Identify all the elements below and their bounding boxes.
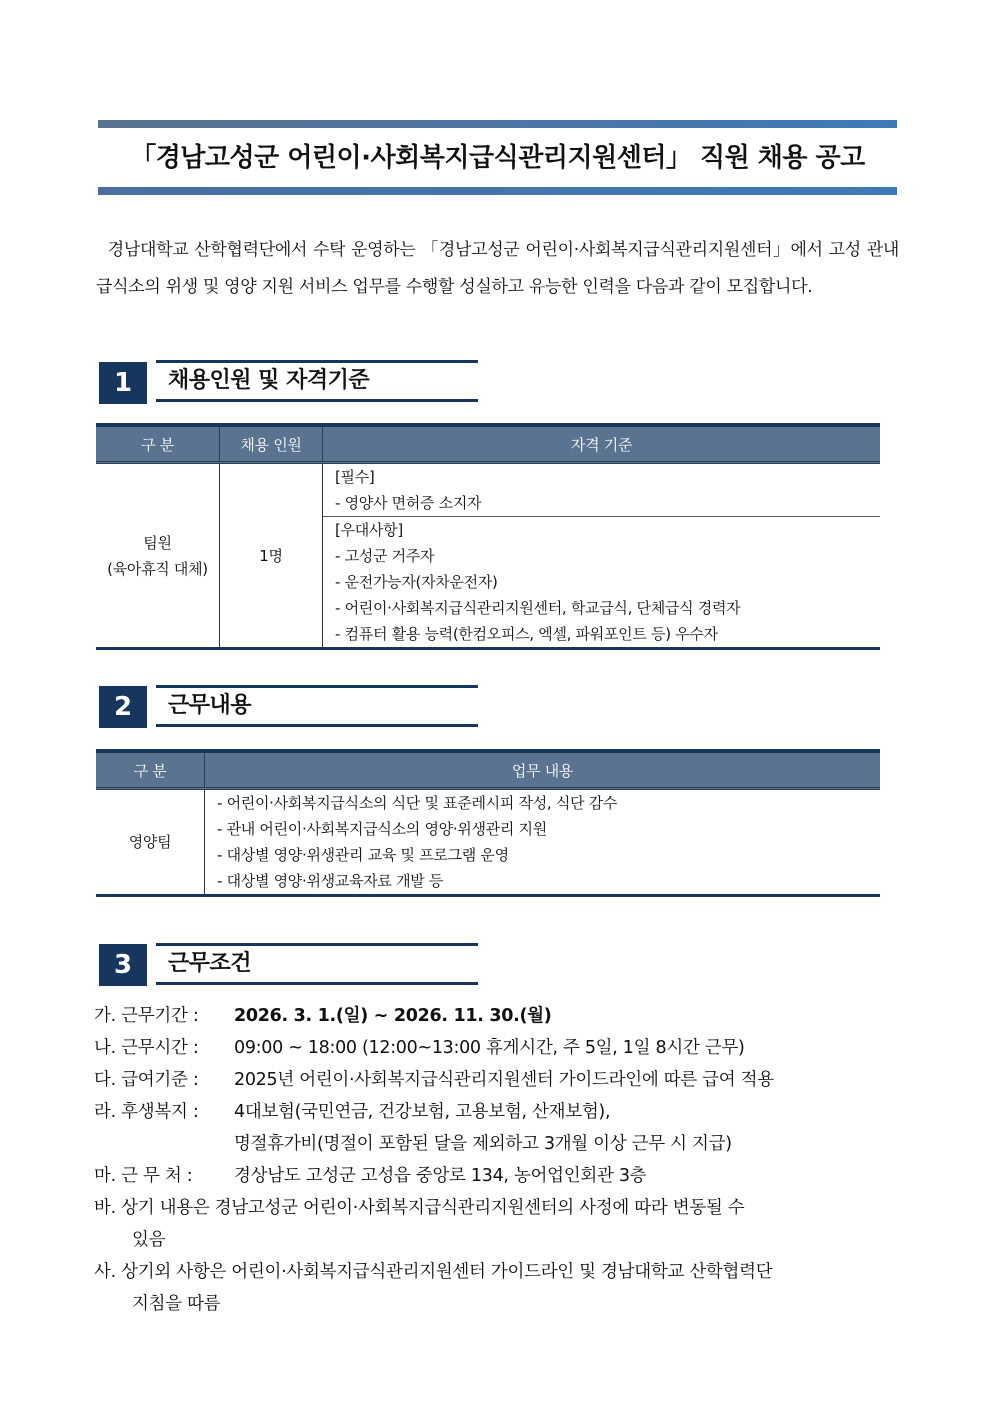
section-title-3: 근무조건: [168, 951, 252, 976]
note-line: 지침을 따름: [132, 1294, 221, 1314]
count-cell: 1명: [220, 463, 323, 649]
condition-benefits: [94, 1096, 904, 1128]
condition-benefits-cont: [94, 1128, 904, 1160]
section-title-1: 채용인원 및 자격기준: [168, 368, 370, 393]
section-title-box-2: [156, 685, 478, 727]
condition-label: 라. 후생복지 :: [94, 1102, 199, 1122]
category-cell: [96, 463, 220, 649]
table-header-row: [96, 751, 880, 789]
header-category: 구 분: [96, 751, 205, 789]
duty-item: - 대상별 영양·위생관리 교육 및 프로그램 운영: [217, 846, 509, 864]
section-number-2: 2: [99, 686, 147, 728]
work-conditions: [94, 1000, 904, 1320]
section-title-box-3: [156, 943, 478, 985]
condition-label: 마. 근 무 처 :: [94, 1166, 193, 1186]
title-bar-top: [98, 120, 897, 128]
duties-cell: [205, 789, 881, 896]
preferred-label: [우대사항]: [335, 521, 403, 539]
intro-paragraph: [96, 232, 899, 306]
required-label: [필수]: [335, 468, 375, 486]
header-count: 채용 인원: [220, 425, 323, 463]
document-title: 「경남고성군 어린이·사회복지급식관리지원센터」 직원 채용 공고: [130, 143, 865, 173]
header-qualification: 자격 기준: [323, 425, 881, 463]
condition-location: [94, 1160, 904, 1192]
duty-item: - 관내 어린이·사회복지급식소의 영양·위생관리 지원: [217, 820, 547, 838]
section-number-3: 3: [99, 944, 147, 986]
condition-value: 2025년 어린이·사회복지급식관리지원센터 가이드라인에 따른 급여 적용: [234, 1070, 774, 1090]
section-title-box-1: [156, 360, 478, 402]
condition-label: 가. 근무기간 :: [94, 1006, 199, 1026]
condition-value: 명절휴가비(명절이 포함된 달을 제외하고 3개월 이상 근무 시 지급): [234, 1134, 732, 1154]
table-header-row: [96, 425, 880, 463]
qualification-table: [96, 423, 880, 650]
intro-text: 경남대학교 산학협력단에서 수탁 운영하는 「경남고성군 어린이·사회복지급식관리지원센터」에서 고성 관내 급식소의 위생 및 영양 지원 서비스 업무를 수행할 성실하고 유능한 인력을 다음과 같이 모집합니다.: [96, 240, 899, 297]
qualification-cell: [323, 463, 881, 649]
condition-label: 나. 근무시간 :: [94, 1038, 199, 1058]
required-item: - 영양사 면허증 소지자: [335, 494, 482, 512]
preferred-item: - 운전가능자(자차운전자): [335, 573, 498, 591]
title-bar-bottom: [98, 187, 897, 195]
condition-hours: [94, 1032, 904, 1064]
table-row: [96, 463, 880, 649]
header-category: 구 분: [96, 425, 220, 463]
category-line1: 팀원: [143, 533, 172, 552]
preferred-item: - 컴퓨터 활용 능력(한컴오피스, 엑셀, 파워포인트 등) 우수자: [335, 625, 718, 643]
note-line: 있음: [132, 1230, 166, 1250]
section-title-2: 근무내용: [168, 693, 252, 718]
duty-item: - 대상별 영양·위생교육자료 개발 등: [217, 872, 444, 890]
preferred-item: - 어린이·사회복지급식관리지원센터, 학교급식, 단체급식 경력자: [335, 599, 741, 617]
note-line: 바. 상기 내용은 경남고성군 어린이·사회복지급식관리지원센터의 사정에 따라 변동될 수: [94, 1198, 745, 1218]
preferred-item: - 고성군 거주자: [335, 547, 435, 565]
category-cell: 영양팀: [128, 833, 172, 851]
category-line2: (육아휴직 대체): [107, 559, 208, 578]
condition-value: 4대보험(국민연금, 건강보험, 고용보험, 산재보험),: [234, 1102, 611, 1122]
condition-label: 다. 급여기준 :: [94, 1070, 199, 1090]
note-line: 사. 상기외 사항은 어린이·사회복지급식관리지원센터 가이드라인 및 경남대학교 산학협력단: [94, 1262, 773, 1282]
condition-value: 경상남도 고성군 고성읍 중앙로 134, 농어업인회관 3층: [234, 1166, 647, 1186]
duty-item: - 어린이·사회복지급식소의 식단 및 표준레시피 작성, 식단 감수: [217, 794, 618, 812]
condition-value: 09:00 ~ 18:00 (12:00~13:00 휴게시간, 주 5일, 1일 8시간 근무): [234, 1038, 745, 1058]
condition-value: 2026. 3. 1.(일) ~ 2026. 11. 30.(월): [234, 1006, 552, 1026]
table-row: [96, 789, 880, 896]
section-number-1: 1: [99, 362, 147, 404]
header-duties: 업무 내용: [205, 751, 881, 789]
duties-table: [96, 749, 880, 897]
condition-salary: [94, 1064, 904, 1096]
condition-period: [94, 1000, 904, 1032]
